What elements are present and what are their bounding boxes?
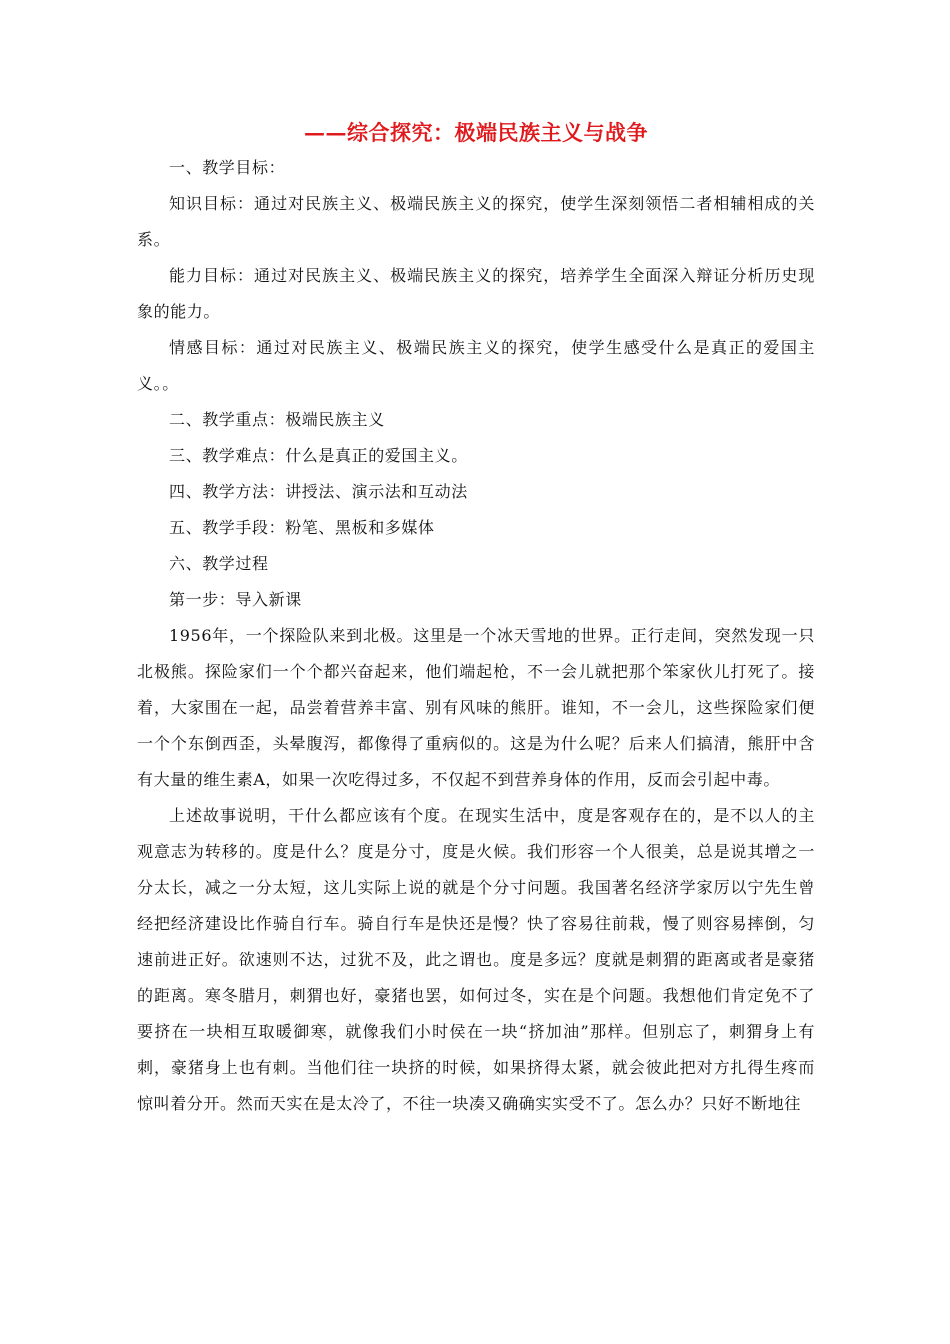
paragraph-emotion-objective: 情感目标：通过对民族主义、极端民族主义的探究，使学生感受什么是真正的爱国主义。。 bbox=[137, 338, 815, 393]
step-one-heading: 第一步：导入新课 bbox=[169, 590, 302, 609]
document-page bbox=[137, 118, 815, 1122]
section-teaching-method: 四、教学方法：讲授法、演示法和互动法 bbox=[169, 482, 468, 501]
section-heading-objectives: 一、教学目标： bbox=[169, 158, 286, 177]
paragraph-ability-objective: 能力目标：通过对民族主义、极端民族主义的探究，培养学生全面深入辩证分析历史现象的能力。 bbox=[137, 266, 815, 321]
paragraph-degree-explanation: 上述故事说明，干什么都应该有个度。在现实生活中，度是客观存在的，是不以人的主观意志为转移的。度是什么？度是分寸，度是火候。我们形容一个人很美，总是说其增之一分太长，减之一分太短，这儿实际上说的就是个分寸问题。我国著名经济学家厉以宁先生曾经把经济建设比作骑自行车。骑自行车是快还是慢？快了容易往前栽，慢了则容易摔倒，匀速前进正好。欲速则不达，过犹不及，此之谓也。度是多远？度就是刺猬的距离或者是豪猪的距离。寒冬腊月，刺猬也好，豪猪也罢，如何过冬，实在是个问题。我想他们肯定免不了要挤在一块相互取暖御寒，就像我们小时侯在一块“挤加油”那样。但别忘了，刺猬身上有刺，豪猪身上也有刺。当他们往一块挤的时候，如果挤得太紧，就会彼此把对方扎得生疼而惊叫着分开。然而天实在是太冷了，不往一块凑又确确实实受不了。怎么办？只好不断地往 bbox=[137, 806, 815, 1113]
document-title: ——综合探究：极端民族主义与战争 bbox=[304, 120, 648, 145]
section-teaching-process: 六、教学过程 bbox=[169, 554, 269, 573]
section-teaching-means: 五、教学手段：粉笔、黑板和多媒体 bbox=[169, 518, 435, 537]
paragraph-polar-bear-story: 1956年，一个探险队来到北极。这里是一个冰天雪地的世界。正行走间，突然发现一只北极熊。探险家们一个个都兴奋起来，他们端起枪，不一会儿就把那个笨家伙儿打死了。接着，大家围在一起，品尝着营养丰富、别有风味的熊肝。谁知，不一会儿，这些探险家们便一个个东倒西歪，头晕腹泻，都像得了重病似的。这是为什么呢？后来人们搞清，熊肝中含有大量的维生素A，如果一次吃得过多，不仅起不到营养身体的作用，反而会引起中毒。 bbox=[137, 626, 815, 789]
section-teaching-difficulty: 三、教学难点：什么是真正的爱国主义。 bbox=[169, 446, 468, 465]
section-teaching-focus: 二、教学重点：极端民族主义 bbox=[169, 410, 385, 429]
paragraph-knowledge-objective: 知识目标：通过对民族主义、极端民族主义的探究，使学生深刻领悟二者相辅相成的关系。 bbox=[137, 194, 815, 249]
